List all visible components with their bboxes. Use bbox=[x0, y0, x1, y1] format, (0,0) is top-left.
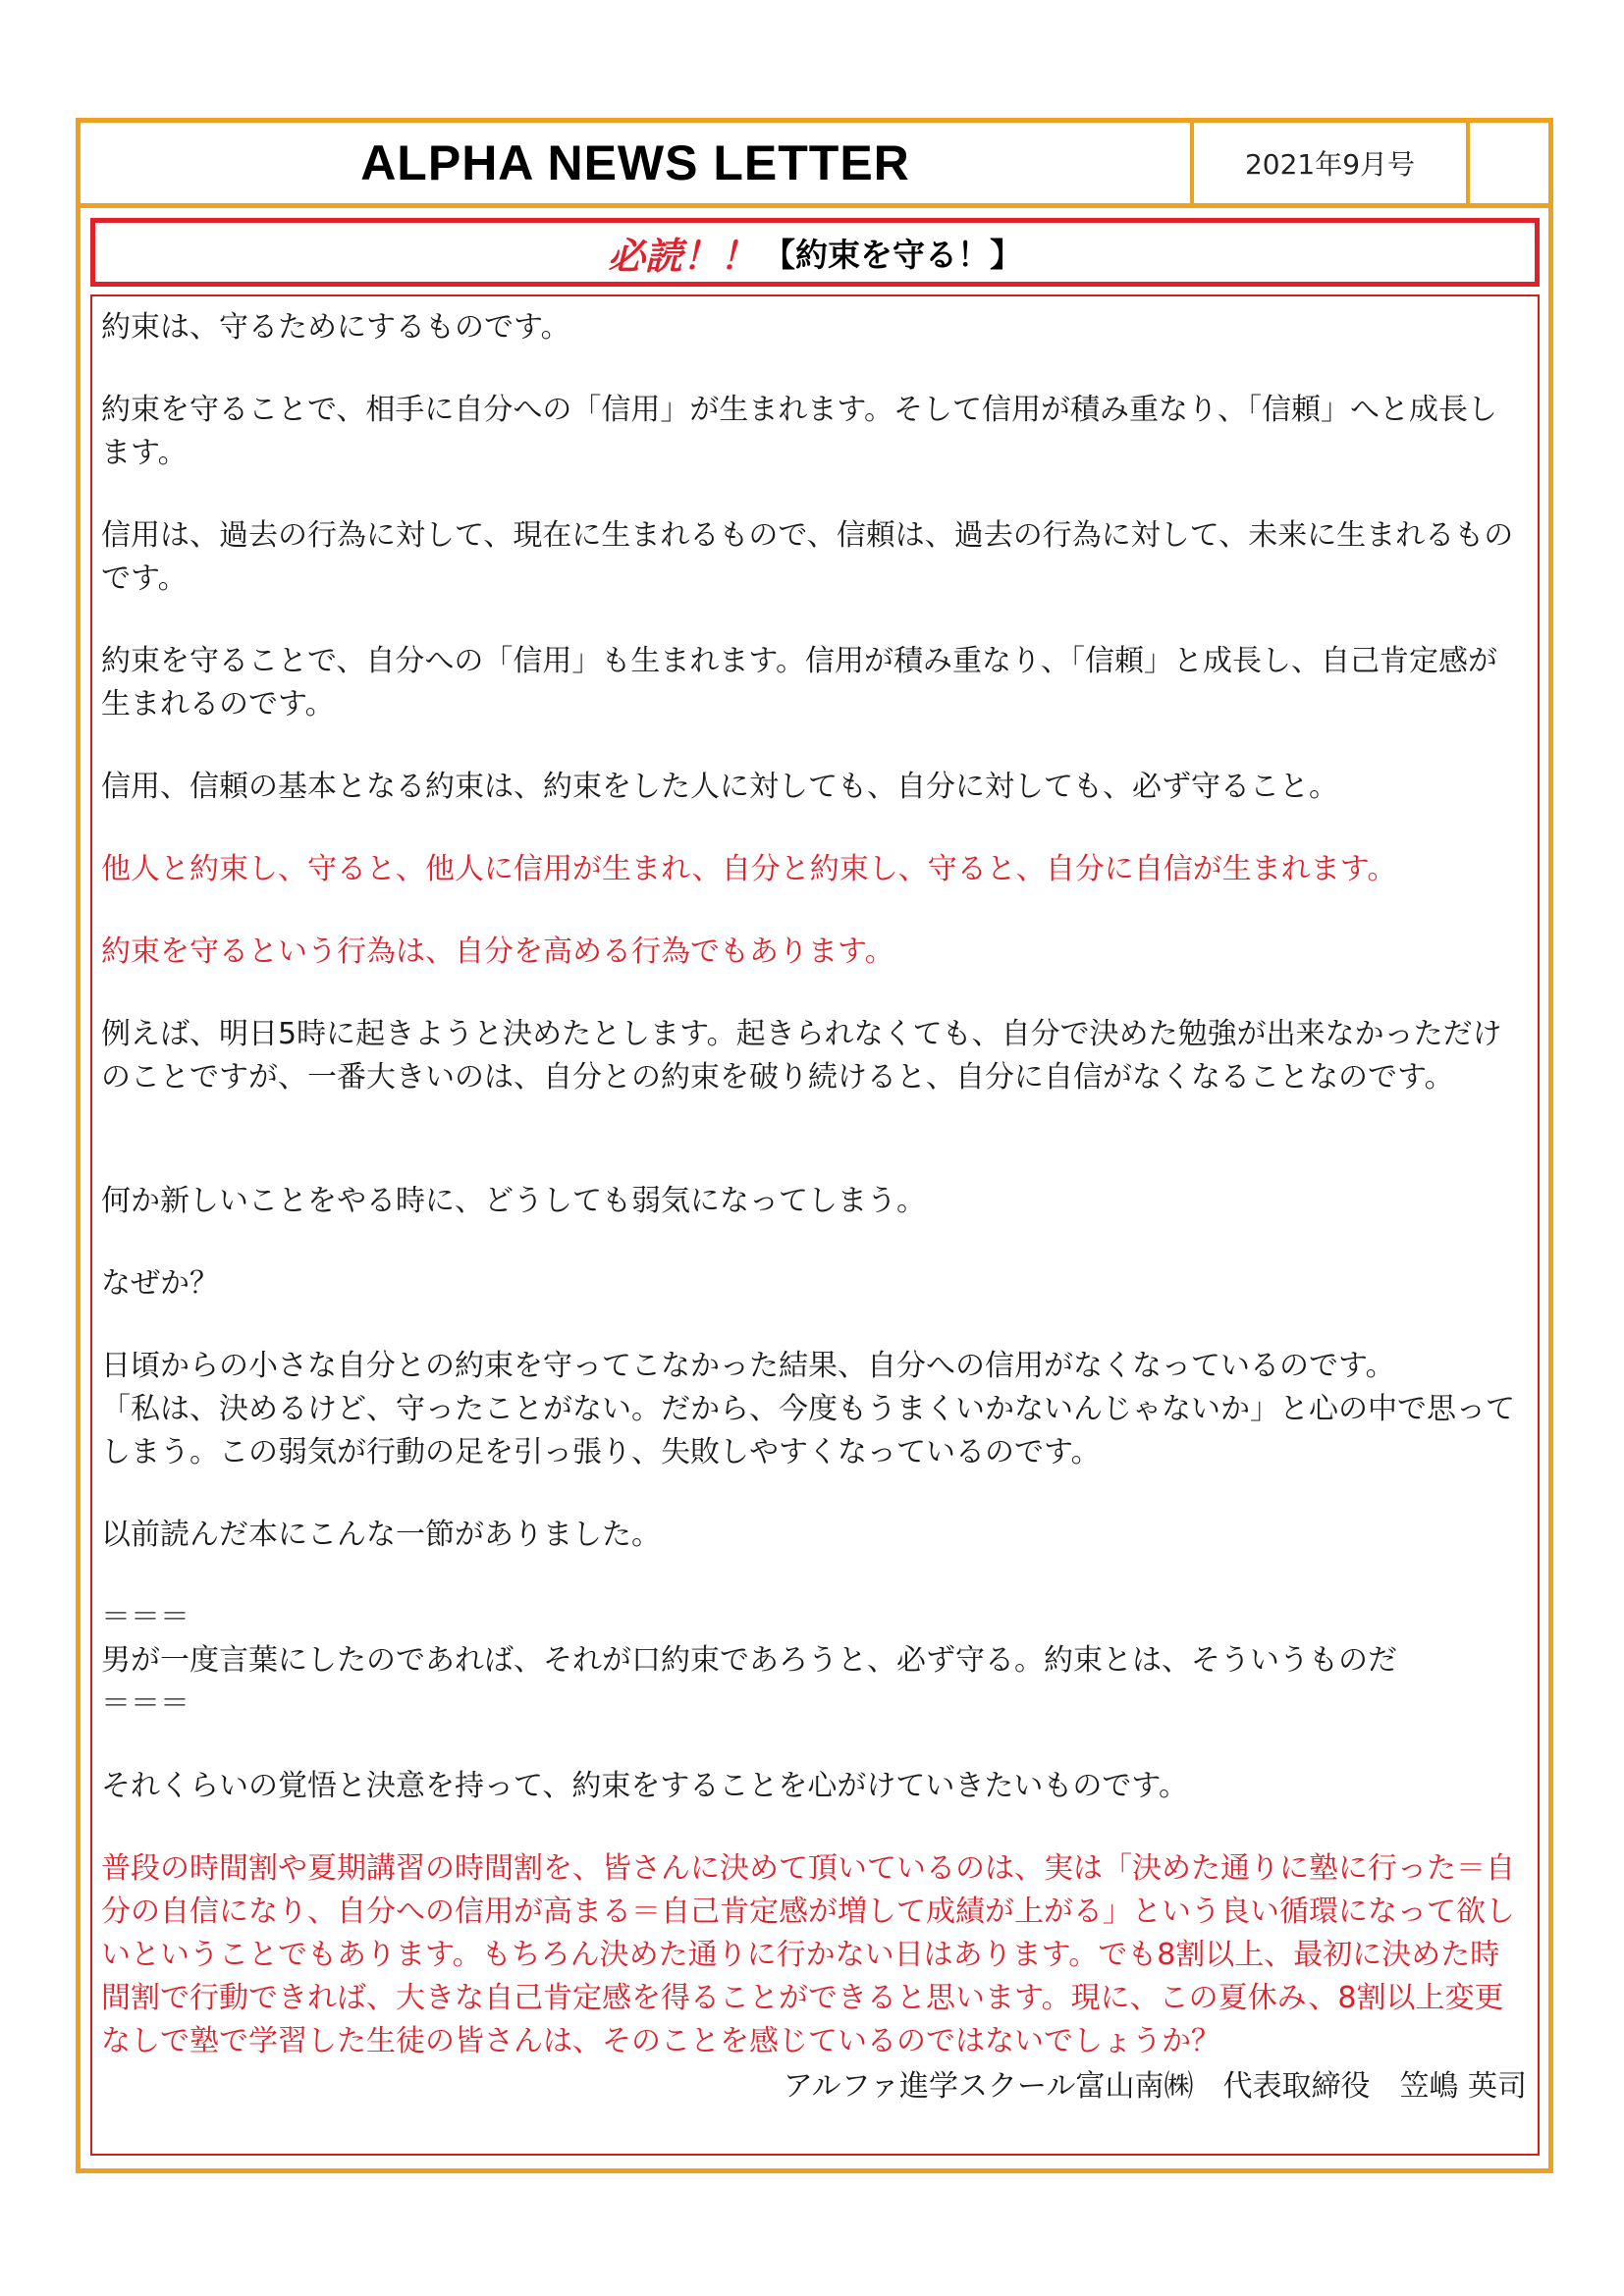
highlight-paragraph-1: 他人と約束し、守ると、他人に信用が生まれ、自分と約束し、守ると、自分に自信が生まれます。 bbox=[101, 852, 1397, 886]
paragraph-weakness: 何か新しいことをやる時に、どうしても弱気になってしまう。 bbox=[101, 1184, 926, 1218]
quote-separator-top: ＝＝＝ bbox=[101, 1600, 189, 1634]
paragraph-resolve: それくらいの覚悟と決意を持って、約束をすることを心がけていきたいものです。 bbox=[101, 1769, 1188, 1803]
newsletter-title: ALPHA NEWS LETTER bbox=[360, 135, 910, 190]
quote-separator-bottom: ＝＝＝ bbox=[101, 1686, 189, 1721]
book-quote: 男が一度言葉にしたのであれば、それが口約束であろうと、必ず守る。約束とは、そういうものだ bbox=[101, 1643, 1397, 1678]
header-blank-cell bbox=[1470, 123, 1548, 203]
paragraph-example: 例えば、明日5時に起きようと決めたとします。起きられなくても、自分で決めた勉強が出来なかっただけのことですが、一番大きいのは、自分との約束を破り続けると、自分に自信がなくなることなのです。 bbox=[101, 1017, 1502, 1095]
highlight-paragraph-schedule: 普段の時間割や夏期講習の時間割を、皆さんに決めて頂いているのは、実は「決めた通りに塾に行った＝自分の自信になり、自分への信用が高まる＝自己肯定感が増して成績が上がる」という良い循環になって欲しいということでもあります。もちろん決めた通りに行かない日はあります。でも8割以上、最初に決めた時間割で行動できれば、大きな自己肯定感を得ることができると思います。現に、この夏休み、8割以上変更なしで塾で学習した生徒の皆さんは、そのことを感じているのではないでしょうか？ bbox=[101, 1851, 1515, 2058]
highlight-paragraph-2: 約束を守るという行為は、自分を高める行為でもあります。 bbox=[101, 934, 894, 969]
paragraph-5: 信用、信頼の基本となる約束は、約束をした人に対しても、自分に対しても、必ず守ること。 bbox=[101, 770, 1338, 804]
paragraph-book: 以前読んだ本にこんな一節がありました。 bbox=[101, 1518, 661, 1552]
author-signature: アルファ進学スクール富山南㈱ 代表取締役 笠嶋 英司 bbox=[783, 2069, 1527, 2104]
paragraph-1: 約束は、守るためにするものです。 bbox=[101, 310, 570, 345]
headline-topic: 【約束を守る！】 bbox=[763, 235, 1022, 274]
issue-date: 2021年9月号 bbox=[1190, 123, 1470, 203]
must-read-label: 必読！！ bbox=[607, 234, 757, 278]
newsletter-header bbox=[76, 118, 1553, 208]
paragraph-2: 約束を守ることで、相手に自分への「信用」が生まれます。そして信用が積み重なり、「信頼」へと成長します。 bbox=[101, 393, 1497, 470]
paragraph-reason: 日頃からの小さな自分との約束を守ってこなかった結果、自分への信用がなくなっているのです。 bbox=[101, 1349, 1395, 1383]
paragraph-why: なぜか？ bbox=[101, 1266, 219, 1301]
headline-banner bbox=[90, 218, 1540, 287]
paragraph-3: 信用は、過去の行為に対して、現在に生まれるもので、信頼は、過去の行為に対して、未来に生まれるものです。 bbox=[101, 518, 1514, 596]
paragraph-4: 約束を守ることで、自分への「信用」も生まれます。信用が積み重なり、「信頼」と成長し、自己肯定感が生まれるのです。 bbox=[101, 644, 1497, 721]
paragraph-inner-voice: 「私は、決めるけど、守ったことがない。だから、今度もうまくいかないんじゃないか」と心の中で思ってしまう。この弱気が行動の足を引っ張り、失敗しやすくなっているのです。 bbox=[101, 1392, 1515, 1469]
